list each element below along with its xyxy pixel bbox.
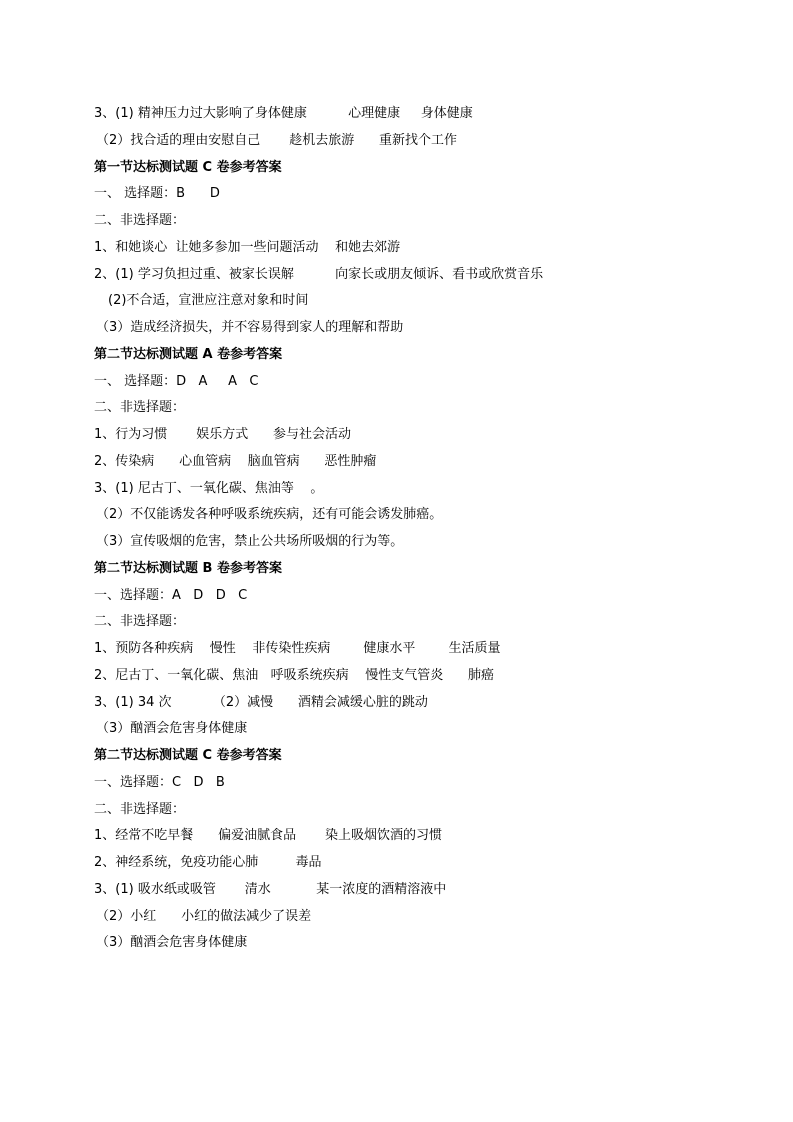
answer-line: 2、神经系统，免疫功能心肺 毒品 — [94, 855, 322, 870]
answer-line: (2)不合适，宣泄应注意对象和时间 — [108, 293, 309, 309]
answer-line: （2）不仅能诱发各种呼吸系统疾病，还有可能会诱发肺癌。 — [96, 507, 443, 523]
answer-line: 3、(1) 吸水纸或吸管 清水 某一浓度的酒精溶液中 — [94, 881, 447, 897]
answer-line: （3）酗酒会危害身体健康 — [96, 721, 248, 737]
answer-line: 二、非选择题： — [94, 801, 186, 817]
answer-line: 3、(1) 34 次 （2）减慢 酒精会减缓心脏的跳动 — [94, 694, 428, 710]
answer-line: 二、非选择题： — [94, 400, 186, 416]
answer-line: 一、选择题：A D D C — [94, 587, 248, 603]
answer-line: （2）小红 小红的做法减少了误差 — [96, 908, 312, 924]
answer-line: （3）宣传吸烟的危害，禁止公共场所吸烟的行为等。 — [96, 534, 404, 549]
answer-line: 一、 选择题：B D — [94, 186, 220, 202]
answer-line: 2、(1) 学习负担过重、被家长误解 向家长或朋友倾诉、看书或欣赏音乐 — [94, 266, 544, 282]
answer-line: 3、(1) 精神压力过大影响了身体健康 心理健康 身体健康 — [94, 106, 473, 121]
answer-line: 1、经常不吃早餐 偏爱油腻食品 染上吸烟饮酒的习惯 — [94, 828, 442, 844]
answer-line: （2）找合适的理由安慰自己 趁机去旅游 重新找个工作 — [96, 132, 457, 148]
answer-line: （3）酗酒会危害身体健康 — [96, 935, 248, 951]
answer-line: 3、(1) 尼古丁、一氧化碳、焦油等 。 — [94, 480, 324, 496]
section-heading: 第一节达标测试题 C 卷参考答案 — [94, 159, 282, 175]
answer-line: 二、非选择题： — [94, 614, 186, 630]
answer-line: 一、 选择题：D A A C — [94, 373, 259, 389]
answer-line: （3）造成经济损失，并不容易得到家人的理解和帮助 — [96, 320, 404, 335]
document-page — [94, 101, 734, 957]
section-heading: 第二节达标测试题 A 卷参考答案 — [94, 346, 283, 362]
answer-line: 2、尼古丁、一氧化碳、焦油 呼吸系统疾病 慢性支气管炎 肺癌 — [94, 667, 494, 683]
answer-line: 2、传染病 心血管病 脑血管病 恶性肿瘤 — [94, 453, 377, 469]
answer-line: 二、非选择题： — [94, 213, 186, 228]
answer-line: 1、和她谈心 让她多参加一些问题活动 和她去郊游 — [94, 239, 401, 255]
answer-line: 一、选择题：C D B — [94, 774, 225, 790]
answer-line: 1、行为习惯 娱乐方式 参与社会活动 — [94, 427, 351, 442]
section-heading: 第二节达标测试题 B 卷参考答案 — [94, 560, 282, 576]
section-heading: 第二节达标测试题 C 卷参考答案 — [94, 748, 282, 763]
answer-line: 1、预防各种疾病 慢性 非传染性疾病 健康水平 生活质量 — [94, 641, 501, 656]
